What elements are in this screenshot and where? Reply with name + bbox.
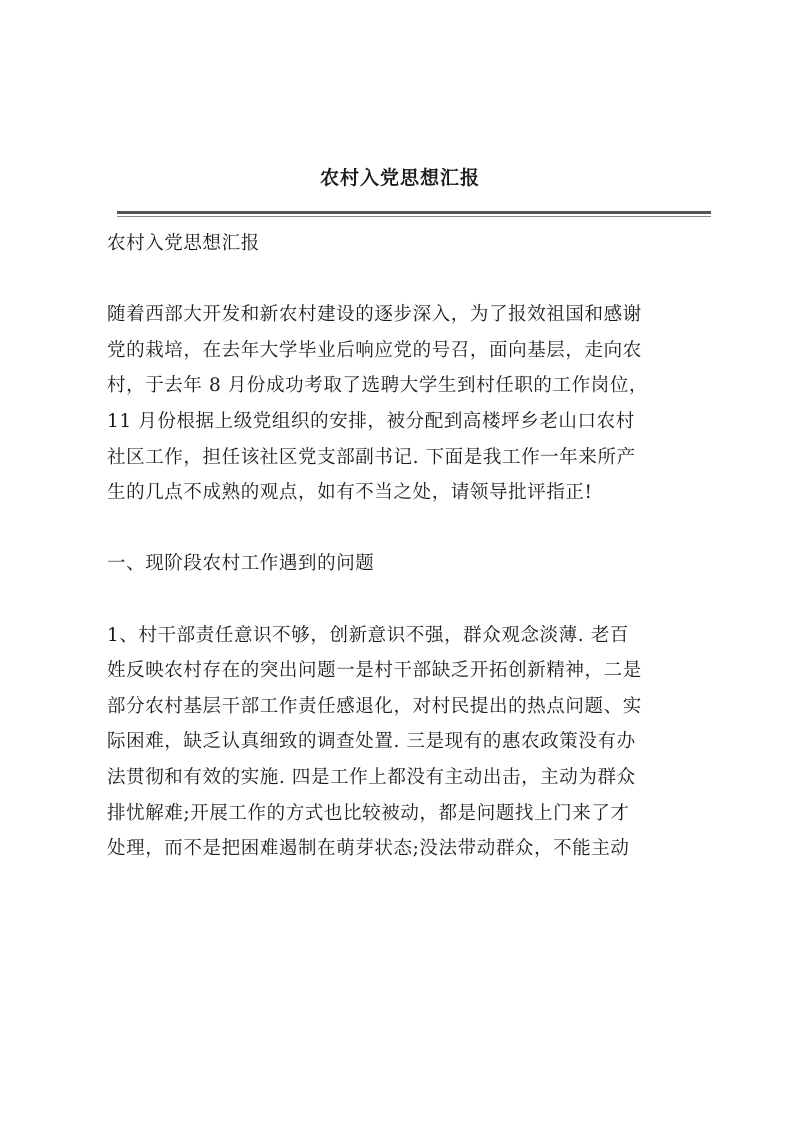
title-divider — [117, 211, 711, 214]
text-line: 村，于去年 8 月份成功考取了选聘大学生到村任职的工作岗位， — [107, 375, 649, 397]
text-line: 生的几点不成熟的观点，如有不当之处，请领导批评指正! — [107, 482, 593, 504]
text-line: 际困难，缺乏认真细致的调查处置. 三是现有的惠农政策没有办 — [107, 731, 636, 753]
text-line: 社区工作，担任该社区党支部副书记. 下面是我工作一年来所产 — [107, 446, 636, 468]
subtitle: 农村入党思想汇报 — [107, 233, 260, 254]
title-divider-thin — [117, 216, 711, 217]
text-line: 1、村干部责任意识不够，创新意识不强，群众观念淡薄. 老百 — [107, 624, 629, 646]
text-line: 法贯彻和有效的实施. 四是工作上都没有主动出击，主动为群众 — [107, 766, 636, 788]
text-line: 排忧解难;开展工作的方式也比较被动，都是问题找上门来了才 — [107, 802, 630, 824]
text-line: 11 月份根据上级党组织的安排，被分配到高楼坪乡老山口农村 — [107, 410, 635, 432]
paragraph-intro — [107, 297, 697, 511]
document-title: 农村入党思想汇报 — [319, 167, 480, 189]
text-line: 党的栽培，在去年大学毕业后响应党的号召，面向基层，走向农 — [107, 339, 642, 361]
text-line: 姓反映农村存在的突出问题一是村干部缺乏开拓创新精神，二是 — [107, 660, 642, 682]
text-line: 处理，而不是把困难遏制在萌芽状态;没法带动群众，不能主动 — [107, 838, 630, 860]
paragraph-problems — [107, 618, 697, 867]
section-heading: 一、现阶段农村工作遇到的问题 — [107, 553, 375, 575]
text-line: 随着西部大开发和新农村建设的逐步深入，为了报效祖国和感谢 — [107, 304, 642, 326]
text-line: 部分农村基层干部工作责任感退化，对村民提出的热点问题、实 — [107, 695, 642, 717]
document-body — [107, 226, 697, 902]
